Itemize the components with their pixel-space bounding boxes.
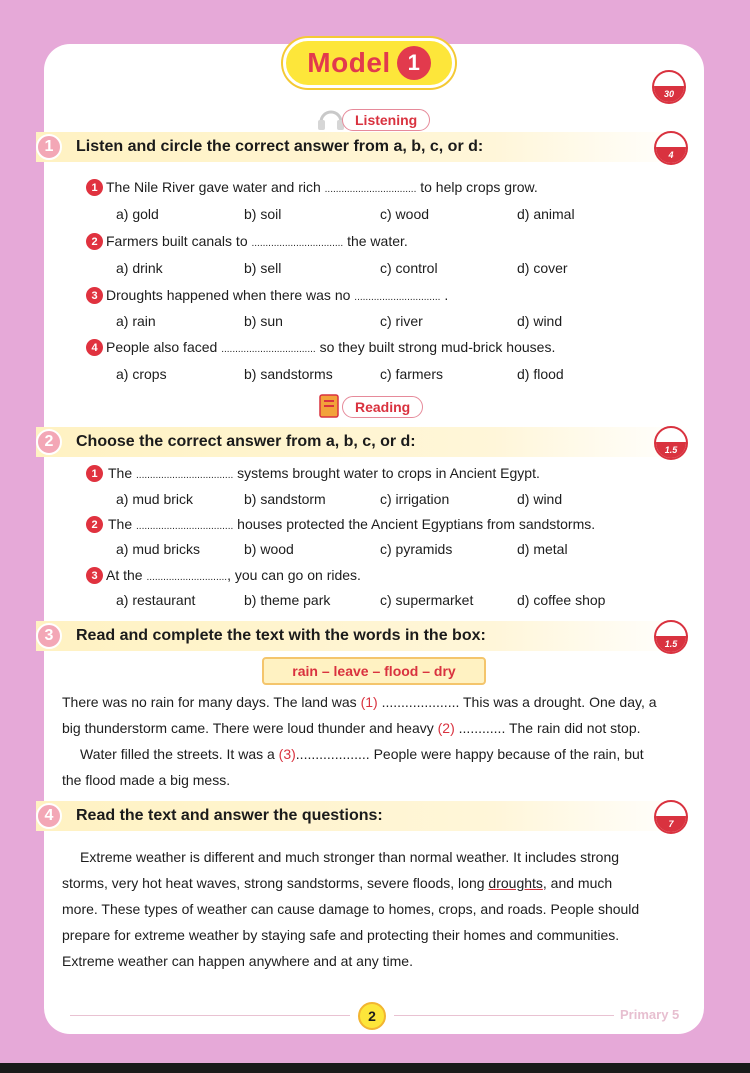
- q2-item-1-after: systems brought water to crops in Ancient Egypt.: [237, 465, 540, 481]
- q4-line-5: [62, 948, 690, 974]
- question-4-marks: 7: [656, 816, 686, 832]
- q4-line-2: [62, 870, 690, 896]
- q4-line-1-text: Extreme weather is different and much stronger than normal weather. It includes strong: [80, 849, 620, 865]
- q1-item-4-blank: ..................................: [221, 344, 316, 355]
- q2-item-2-blank: ...................................: [136, 521, 234, 532]
- question-2-marks-badge: [654, 426, 688, 460]
- q3-line-3-b: ................... People were happy because of the rain, but: [295, 746, 644, 762]
- q3-line-3-a: Water filled the streets. It was a: [80, 746, 279, 762]
- q1-item-3-option-d[interactable]: d) wind: [517, 313, 563, 329]
- q1-item-4-option-b[interactable]: b) sandstorms: [244, 366, 333, 382]
- q1-item-3-before: Droughts happened when there was no: [106, 287, 351, 303]
- model-number: 1: [397, 46, 431, 80]
- question-3-number: 3: [36, 623, 62, 649]
- question-1-marks: 4: [656, 147, 686, 163]
- q1-item-3-option-c[interactable]: c) river: [380, 313, 423, 329]
- q1-item-4-after: so they built strong mud-brick houses.: [319, 339, 556, 355]
- q1-item-2-after: the water.: [347, 233, 408, 249]
- q2-item-1-text: [108, 464, 540, 485]
- q1-item-1-option-d[interactable]: d) animal: [517, 206, 575, 222]
- q4-line-3: [62, 896, 690, 922]
- question-4-marks-badge: [654, 800, 688, 834]
- question-1-number: 1: [36, 134, 62, 160]
- q2-item-2-before: The: [108, 516, 133, 532]
- q2-item-1-option-b[interactable]: b) sandstorm: [244, 491, 326, 507]
- q1-item-1-option-b[interactable]: b) soil: [244, 206, 282, 222]
- listening-label: Listening: [342, 109, 430, 131]
- book-icon: [318, 393, 340, 419]
- q1-item-1-option-c[interactable]: c) wood: [380, 206, 430, 222]
- q2-item-3-option-a[interactable]: a) restaurant: [116, 592, 196, 608]
- question-2-title: Choose the correct answer from a, b, c, or d:: [76, 433, 416, 450]
- q3-line-1-a: There was no rain for many days. The land was: [62, 694, 361, 710]
- q3-blank-3-number: (3): [278, 746, 296, 762]
- q1-item-4-before: People also faced: [106, 339, 218, 355]
- bottom-bar: [0, 1063, 750, 1073]
- question-3-marks: 1.5: [656, 636, 686, 652]
- total-marks: 30: [654, 86, 684, 102]
- q1-item-2-option-b[interactable]: b) sell: [244, 260, 282, 276]
- question-3-marks-badge: [654, 620, 688, 654]
- question-1-title: Listen and circle the correct answer from a, b, c, or d:: [76, 138, 484, 155]
- q2-item-3-option-d[interactable]: d) coffee shop: [517, 592, 606, 608]
- q1-item-3-after: .: [444, 287, 449, 303]
- q2-item-1-blank: ...................................: [136, 470, 234, 481]
- q1-item-3-option-a[interactable]: a) rain: [116, 313, 156, 329]
- q2-item-1-option-c[interactable]: c) irrigation: [380, 491, 450, 507]
- q4-line-1: [62, 844, 690, 870]
- q3-line-3: [62, 741, 690, 767]
- q2-item-2-option-c[interactable]: c) pyramids: [380, 541, 453, 557]
- q1-item-1-text: [106, 178, 538, 199]
- question-4-number: 4: [36, 803, 62, 829]
- question-4-title: Read the text and answer the questions:: [76, 807, 383, 824]
- q2-item-3-text: [106, 566, 361, 587]
- q1-item-2-number: 2: [86, 233, 103, 250]
- total-marks-badge: [652, 70, 686, 104]
- q2-item-3-after: , you can go on rides.: [227, 567, 361, 583]
- question-2-number: 2: [36, 429, 62, 455]
- q2-item-2-text: [108, 515, 595, 536]
- q1-item-4-option-d[interactable]: d) flood: [517, 366, 564, 382]
- question-1-marks-badge: [654, 131, 688, 165]
- q1-item-2-option-c[interactable]: c) control: [380, 260, 438, 276]
- q2-item-3-blank: .............................: [146, 572, 228, 583]
- q1-item-1-number: 1: [86, 179, 103, 196]
- q1-item-1-option-a[interactable]: a) gold: [116, 206, 159, 222]
- q2-item-2-number: 2: [86, 516, 103, 533]
- q1-item-4-number: 4: [86, 339, 103, 356]
- page-number: 2: [358, 1002, 386, 1030]
- footer-divider-right: [394, 1015, 614, 1016]
- q4-line-5-text: Extreme weather can happen anywhere and at any time.: [62, 953, 413, 969]
- q2-item-2-option-b[interactable]: b) wood: [244, 541, 294, 557]
- q1-item-3-option-b[interactable]: b) sun: [244, 313, 283, 329]
- q1-item-1-after: to help crops grow.: [420, 179, 538, 195]
- q3-line-2: [62, 715, 690, 741]
- q3-blank-1-number: (1): [360, 694, 378, 710]
- q4-line-2-a: storms, very hot heat waves, strong sandstorms, severe floods, long: [62, 875, 489, 891]
- q2-item-2-option-a[interactable]: a) mud bricks: [116, 541, 201, 557]
- footer-divider-left: [70, 1015, 350, 1016]
- q1-item-3-number: 3: [86, 287, 103, 304]
- q2-item-3-before: At the: [106, 567, 143, 583]
- q1-item-4-option-a[interactable]: a) crops: [116, 366, 167, 382]
- q2-item-1-option-a[interactable]: a) mud brick: [116, 491, 194, 507]
- grade-level: Primary 5: [620, 1007, 680, 1022]
- q1-item-4-text: [106, 338, 555, 359]
- q2-item-2-option-d[interactable]: d) metal: [517, 541, 568, 557]
- q4-underlined-word: droughts: [488, 875, 543, 891]
- model-title-badge: [283, 38, 455, 88]
- q1-item-4-option-c[interactable]: c) farmers: [380, 366, 443, 382]
- model-title: Model: [307, 47, 391, 78]
- question-2-marks: 1.5: [656, 442, 686, 458]
- q4-line-4: [62, 922, 690, 948]
- q3-line-4: [62, 767, 690, 793]
- q2-item-1-option-d[interactable]: d) wind: [517, 491, 563, 507]
- q3-line-2-a: big thunderstorm came. There were loud thunder and heavy: [62, 720, 438, 736]
- q2-item-3-option-c[interactable]: c) supermarket: [380, 592, 474, 608]
- reading-label: Reading: [342, 396, 423, 418]
- q1-item-3-text: [106, 286, 448, 307]
- q1-item-1-blank: .................................: [324, 184, 417, 195]
- q3-line-1-b: .................... This was a drought. One day, a: [377, 694, 657, 710]
- q2-item-2-after: houses protected the Ancient Egyptians from sandstorms.: [237, 516, 596, 532]
- q4-line-4-text: prepare for extreme weather by staying safe and protecting their homes and communities.: [62, 927, 620, 943]
- q2-item-1-number: 1: [86, 465, 103, 482]
- q3-line-1: [62, 689, 690, 715]
- q3-paragraph: [62, 689, 690, 793]
- q1-item-3-blank: ...............................: [354, 292, 441, 303]
- q1-item-2-before: Farmers built canals to: [106, 233, 248, 249]
- word-box: rain – leave – flood – dry: [262, 657, 486, 685]
- q4-line-2-b: , and much: [542, 875, 613, 891]
- q3-line-2-b: ............ The rain did not stop.: [454, 720, 641, 736]
- q1-item-1-before: The Nile River gave water and rich: [106, 179, 321, 195]
- q4-line-3-text: more. These types of weather can cause damage to homes, crops, and roads. People should: [62, 901, 640, 917]
- q1-item-2-blank: .................................: [251, 238, 344, 249]
- question-3-title: Read and complete the text with the words in the box:: [76, 627, 486, 644]
- q3-line-4-a: the flood made a big mess.: [62, 772, 231, 788]
- q1-item-2-text: [106, 232, 408, 253]
- q2-item-3-number: 3: [86, 567, 103, 584]
- q3-blank-2-number: (2): [437, 720, 455, 736]
- q4-paragraph: [62, 844, 690, 974]
- q2-item-1-before: The: [108, 465, 133, 481]
- q1-item-2-option-d[interactable]: d) cover: [517, 260, 568, 276]
- q1-item-2-option-a[interactable]: a) drink: [116, 260, 163, 276]
- q2-item-3-option-b[interactable]: b) theme park: [244, 592, 331, 608]
